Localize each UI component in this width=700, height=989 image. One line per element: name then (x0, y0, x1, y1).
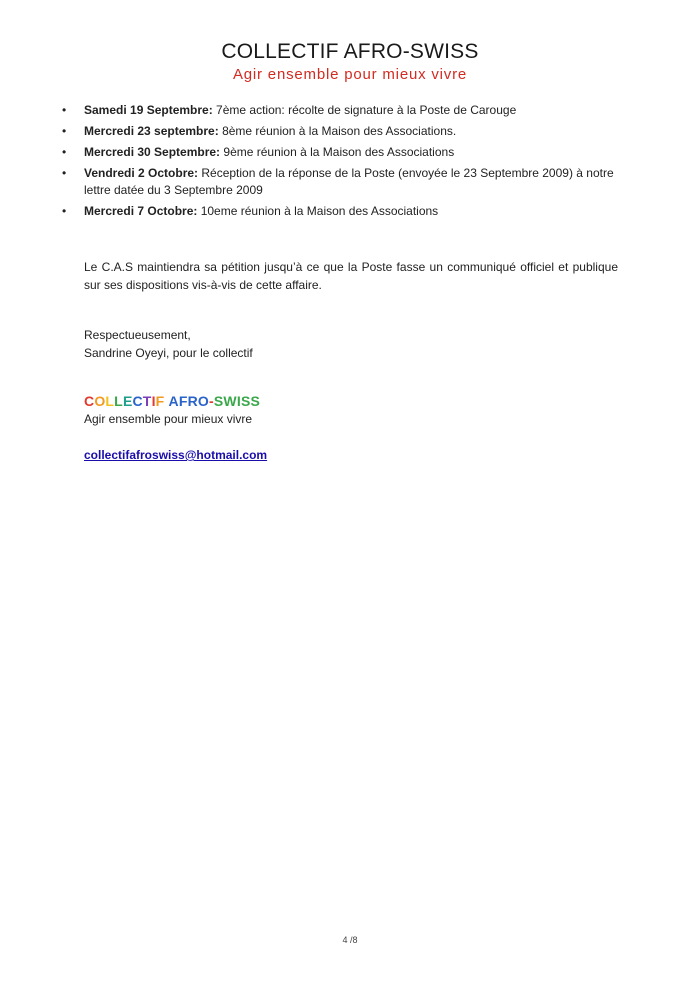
event-date: Mercredi 7 Octobre: (84, 204, 198, 218)
page-number: 4 /8 (342, 935, 358, 945)
list-item (60, 165, 640, 199)
list-item (60, 144, 640, 161)
brand-letter: T (142, 393, 152, 409)
brand-letter: L (114, 393, 123, 409)
brand-letter: F (178, 393, 188, 409)
email-link[interactable]: collectifafroswiss@hotmail.com (84, 448, 268, 462)
events-list (60, 102, 640, 224)
bullet-icon: • (62, 103, 67, 117)
list-item (60, 203, 640, 220)
brand-letter: S (250, 393, 261, 409)
document-title: COLLECTIF AFRO-SWISS (221, 40, 479, 63)
bullet-icon: • (62, 166, 67, 180)
brand-logo-text (84, 392, 267, 410)
body-paragraph: Le C.A.S maintiendra sa pétition jusqu’à ce que la Poste fasse un communiqué officiel et publique sur ses dispositions vis-à-vis de cette affaire. (84, 260, 618, 292)
document-subtitle: Agir ensemble pour mieux vivre (232, 66, 468, 83)
brand-letter: R (187, 393, 198, 409)
brand-letter: - (209, 393, 214, 409)
list-item (60, 102, 640, 119)
brand-letter: S (213, 393, 224, 409)
event-date: Mercredi 30 Septembre: (84, 145, 221, 159)
event-date: Vendredi 2 Octobre: (84, 166, 199, 180)
brand-letter: W (223, 393, 237, 409)
brand-letter: O (94, 393, 106, 409)
brand-letter: I (151, 393, 156, 409)
list-item (60, 123, 640, 140)
event-text: 9ème réunion à la Maison des Associations (220, 145, 455, 159)
brand-letter: L (105, 393, 115, 409)
closing-greeting: Respectueusement, (84, 328, 191, 342)
document-header (0, 40, 700, 85)
brand-letter: A (168, 393, 179, 409)
bullet-icon: • (62, 124, 67, 138)
brand-letter: C (84, 393, 95, 409)
closing-block (84, 326, 253, 362)
bullet-icon: • (62, 145, 67, 159)
brand-letter: O (197, 393, 209, 409)
event-date: Mercredi 23 septembre: (84, 124, 219, 138)
event-text: Réception de la réponse de la Poste (envoyée le 23 Septembre 2009) à notre lettre datée du 3 Septembre 2009 (84, 166, 614, 197)
brand-letter: C (132, 393, 143, 409)
closing-signer: Sandrine Oyeyi, pour le collectif (84, 346, 253, 360)
brand-tagline: Agir ensemble pour mieux vivre (84, 412, 253, 426)
brand-letter: F (155, 393, 165, 409)
brand-letter: E (122, 393, 133, 409)
event-text: 7ème action: récolte de signature à la Poste de Carouge (212, 103, 517, 117)
bullet-icon: • (62, 204, 67, 218)
event-text: 10eme réunion à la Maison des Associations (197, 204, 439, 218)
brand-letter: I (236, 393, 241, 409)
event-text: 8ème réunion à la Maison des Associations. (218, 124, 457, 138)
event-date: Samedi 19 Septembre: (84, 103, 213, 117)
signature-block (84, 392, 267, 464)
brand-letter: S (240, 393, 251, 409)
